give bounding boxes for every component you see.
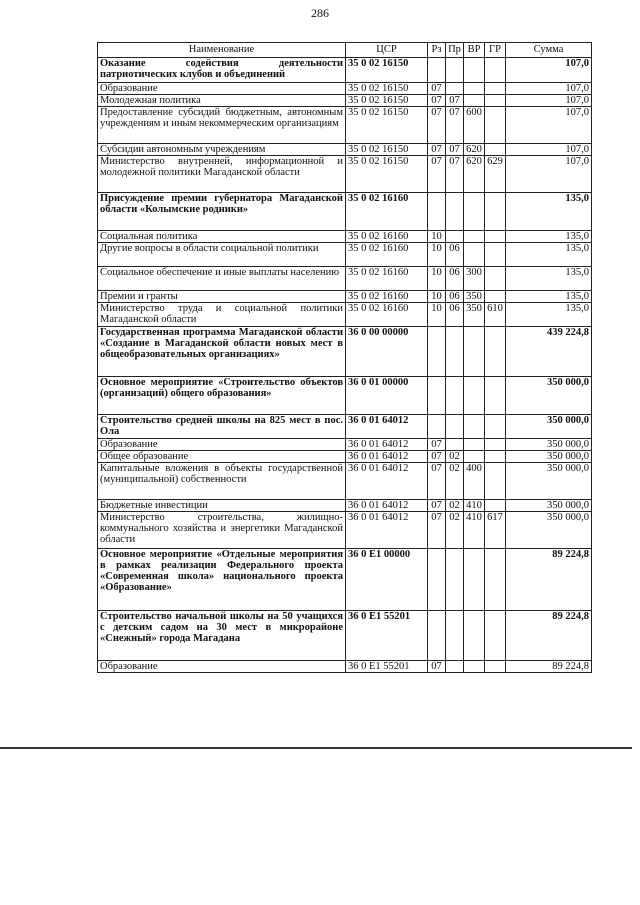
cell-name: Министерство труда и социальной политики Магаданской области xyxy=(98,303,346,327)
cell-name: Социальная политика xyxy=(98,231,346,243)
cell-csr: 36 0 01 00000 xyxy=(346,377,428,415)
table-row xyxy=(98,661,592,673)
cell-sum: 135,0 xyxy=(506,193,592,231)
cell-vr xyxy=(464,231,485,243)
cell-sum: 89 224,8 xyxy=(506,611,592,661)
cell-name: Молодежная политика xyxy=(98,95,346,107)
cell-vr xyxy=(464,193,485,231)
cell-gr xyxy=(485,193,506,231)
cell-pr: 02 xyxy=(446,512,464,549)
cell-rz xyxy=(428,193,446,231)
cell-pr xyxy=(446,611,464,661)
cell-name: Другие вопросы в области социальной политики xyxy=(98,243,346,267)
col-header-rz: Рз xyxy=(428,43,446,58)
col-header-sum: Сумма xyxy=(506,43,592,58)
cell-rz xyxy=(428,377,446,415)
cell-gr xyxy=(485,83,506,95)
cell-pr xyxy=(446,549,464,611)
cell-pr: 07 xyxy=(446,156,464,193)
table-row xyxy=(98,267,592,291)
cell-name: Строительство средней школы на 825 мест в пос. Ола xyxy=(98,415,346,439)
cell-vr xyxy=(464,451,485,463)
cell-vr xyxy=(464,661,485,673)
cell-csr: 35 0 02 16150 xyxy=(346,83,428,95)
table-row xyxy=(98,415,592,439)
cell-gr xyxy=(485,415,506,439)
cell-pr xyxy=(446,231,464,243)
cell-vr: 620 xyxy=(464,156,485,193)
cell-csr: 36 0 01 64012 xyxy=(346,512,428,549)
cell-csr: 36 0 E1 55201 xyxy=(346,611,428,661)
cell-rz: 07 xyxy=(428,439,446,451)
cell-vr xyxy=(464,243,485,267)
cell-gr xyxy=(485,327,506,377)
cell-name: Строительство начальной школы на 50 учащихся с детским садом на 30 мест в микрорайоне «Снежный» города Магадана xyxy=(98,611,346,661)
cell-rz: 07 xyxy=(428,661,446,673)
page-number: 286 xyxy=(311,6,329,20)
cell-gr xyxy=(485,463,506,500)
cell-pr: 02 xyxy=(446,463,464,500)
cell-vr: 410 xyxy=(464,500,485,512)
cell-rz: 07 xyxy=(428,463,446,500)
cell-pr: 02 xyxy=(446,451,464,463)
cell-sum: 107,0 xyxy=(506,95,592,107)
cell-sum: 439 224,8 xyxy=(506,327,592,377)
cell-gr xyxy=(485,549,506,611)
cell-name: Государственная программа Магаданской области «Создание в Магаданской области новых мест в общеобразовательных организациях» xyxy=(98,327,346,377)
cell-csr: 36 0 E1 00000 xyxy=(346,549,428,611)
cell-csr: 35 0 02 16160 xyxy=(346,231,428,243)
cell-sum: 89 224,8 xyxy=(506,661,592,673)
cell-rz xyxy=(428,611,446,661)
cell-name: Основное мероприятие «Строительство объектов (организаций) общего образования» xyxy=(98,377,346,415)
cell-rz xyxy=(428,58,446,83)
cell-gr: 617 xyxy=(485,512,506,549)
cell-sum: 135,0 xyxy=(506,243,592,267)
col-header-gr: ГР xyxy=(485,43,506,58)
cell-name: Премии и гранты xyxy=(98,291,346,303)
cell-vr: 600 xyxy=(464,107,485,144)
cell-pr: 02 xyxy=(446,500,464,512)
cell-rz: 10 xyxy=(428,291,446,303)
cell-sum: 107,0 xyxy=(506,83,592,95)
cell-rz: 07 xyxy=(428,451,446,463)
cell-name: Бюджетные инвестиции xyxy=(98,500,346,512)
cell-csr: 35 0 02 16150 xyxy=(346,107,428,144)
cell-rz: 07 xyxy=(428,144,446,156)
cell-gr xyxy=(485,107,506,144)
bottom-rule xyxy=(0,747,632,749)
cell-csr: 35 0 02 16160 xyxy=(346,267,428,291)
cell-gr xyxy=(485,95,506,107)
cell-csr: 35 0 02 16160 xyxy=(346,243,428,267)
table-header-row xyxy=(98,43,592,58)
cell-vr xyxy=(464,95,485,107)
table-row xyxy=(98,243,592,267)
cell-sum: 107,0 xyxy=(506,107,592,144)
cell-sum: 107,0 xyxy=(506,156,592,193)
cell-vr xyxy=(464,415,485,439)
cell-name: Общее образование xyxy=(98,451,346,463)
cell-gr xyxy=(485,661,506,673)
cell-rz: 10 xyxy=(428,267,446,291)
table-row xyxy=(98,107,592,144)
cell-name: Образование xyxy=(98,83,346,95)
cell-pr: 07 xyxy=(446,144,464,156)
cell-rz: 10 xyxy=(428,243,446,267)
cell-pr: 07 xyxy=(446,107,464,144)
cell-gr xyxy=(485,451,506,463)
cell-sum: 135,0 xyxy=(506,267,592,291)
cell-rz: 10 xyxy=(428,303,446,327)
cell-rz xyxy=(428,327,446,377)
cell-rz: 10 xyxy=(428,231,446,243)
cell-vr: 410 xyxy=(464,512,485,549)
cell-vr: 400 xyxy=(464,463,485,500)
cell-rz: 07 xyxy=(428,83,446,95)
cell-sum: 89 224,8 xyxy=(506,549,592,611)
table-row xyxy=(98,95,592,107)
col-header-vr: ВР xyxy=(464,43,485,58)
cell-sum: 350 000,0 xyxy=(506,451,592,463)
cell-gr xyxy=(485,58,506,83)
cell-sum: 350 000,0 xyxy=(506,512,592,549)
cell-csr: 36 0 01 64012 xyxy=(346,463,428,500)
cell-rz: 07 xyxy=(428,512,446,549)
cell-vr xyxy=(464,83,485,95)
cell-csr: 35 0 02 16150 xyxy=(346,144,428,156)
cell-vr: 620 xyxy=(464,144,485,156)
cell-rz: 07 xyxy=(428,500,446,512)
table-row xyxy=(98,58,592,83)
table-row xyxy=(98,156,592,193)
cell-name: Оказание содействия деятельности патриотических клубов и объединений xyxy=(98,58,346,83)
cell-sum: 135,0 xyxy=(506,303,592,327)
table-row xyxy=(98,193,592,231)
cell-name: Субсидии автономным учреждениям xyxy=(98,144,346,156)
cell-name: Присуждение премии губернатора Магаданской области «Колымские родники» xyxy=(98,193,346,231)
table-row xyxy=(98,549,592,611)
cell-gr xyxy=(485,144,506,156)
cell-csr: 36 0 01 64012 xyxy=(346,500,428,512)
cell-sum: 350 000,0 xyxy=(506,377,592,415)
cell-csr: 35 0 02 16150 xyxy=(346,95,428,107)
cell-vr xyxy=(464,549,485,611)
cell-gr xyxy=(485,611,506,661)
cell-name: Образование xyxy=(98,661,346,673)
cell-vr: 350 xyxy=(464,303,485,327)
cell-gr xyxy=(485,439,506,451)
cell-name: Социальное обеспечение и иные выплаты населению xyxy=(98,267,346,291)
cell-pr xyxy=(446,377,464,415)
cell-pr: 07 xyxy=(446,95,464,107)
table-row xyxy=(98,327,592,377)
cell-csr: 35 0 02 16160 xyxy=(346,303,428,327)
table-row xyxy=(98,439,592,451)
cell-pr xyxy=(446,193,464,231)
table-row xyxy=(98,303,592,327)
cell-pr xyxy=(446,58,464,83)
cell-vr xyxy=(464,58,485,83)
cell-name: Министерство строительства, жилищно-коммунального хозяйства и энергетики Магаданской области xyxy=(98,512,346,549)
table-row xyxy=(98,291,592,303)
table-row xyxy=(98,144,592,156)
cell-pr xyxy=(446,439,464,451)
cell-vr: 300 xyxy=(464,267,485,291)
cell-gr xyxy=(485,231,506,243)
cell-csr: 36 0 01 64012 xyxy=(346,451,428,463)
col-header-pr: Пр xyxy=(446,43,464,58)
table-row xyxy=(98,611,592,661)
cell-rz xyxy=(428,415,446,439)
cell-gr xyxy=(485,243,506,267)
cell-gr xyxy=(485,291,506,303)
table-row xyxy=(98,83,592,95)
cell-gr xyxy=(485,267,506,291)
cell-pr xyxy=(446,83,464,95)
col-header-csr: ЦСР xyxy=(346,43,428,58)
cell-gr xyxy=(485,500,506,512)
cell-rz xyxy=(428,549,446,611)
cell-name: Капитальные вложения в объекты государственной (муниципальной) собственности xyxy=(98,463,346,500)
table-body xyxy=(98,58,592,673)
budget-table xyxy=(97,42,592,673)
cell-vr xyxy=(464,377,485,415)
cell-sum: 350 000,0 xyxy=(506,415,592,439)
cell-pr xyxy=(446,661,464,673)
cell-name: Основное мероприятие «Отдельные мероприятия в рамках реализации Федерального проекта «Современная школа» национального проекта «Образование» xyxy=(98,549,346,611)
cell-csr: 36 0 E1 55201 xyxy=(346,661,428,673)
cell-pr: 06 xyxy=(446,291,464,303)
cell-gr: 629 xyxy=(485,156,506,193)
cell-gr: 610 xyxy=(485,303,506,327)
cell-sum: 350 000,0 xyxy=(506,439,592,451)
table-row xyxy=(98,500,592,512)
cell-gr xyxy=(485,377,506,415)
table-row xyxy=(98,463,592,500)
cell-csr: 36 0 01 64012 xyxy=(346,439,428,451)
cell-csr: 35 0 02 16160 xyxy=(346,193,428,231)
cell-rz: 07 xyxy=(428,95,446,107)
cell-sum: 107,0 xyxy=(506,144,592,156)
table-row xyxy=(98,512,592,549)
cell-pr: 06 xyxy=(446,243,464,267)
cell-csr: 35 0 02 16150 xyxy=(346,156,428,193)
cell-name: Предоставление субсидий бюджетным, автономным учреждениям и иным некоммерческим организациям xyxy=(98,107,346,144)
col-header-name: Наименование xyxy=(98,43,346,58)
table-row xyxy=(98,377,592,415)
cell-csr: 35 0 02 16150 xyxy=(346,58,428,83)
cell-name: Образование xyxy=(98,439,346,451)
cell-pr xyxy=(446,327,464,377)
cell-name: Министерство внутренней, информационной и молодежной политики Магаданской области xyxy=(98,156,346,193)
cell-rz: 07 xyxy=(428,107,446,144)
cell-vr xyxy=(464,611,485,661)
cell-csr: 36 0 00 00000 xyxy=(346,327,428,377)
cell-sum: 135,0 xyxy=(506,231,592,243)
cell-sum: 107,0 xyxy=(506,58,592,83)
cell-pr xyxy=(446,415,464,439)
cell-sum: 350 000,0 xyxy=(506,463,592,500)
cell-sum: 350 000,0 xyxy=(506,500,592,512)
table-row xyxy=(98,231,592,243)
cell-sum: 135,0 xyxy=(506,291,592,303)
cell-vr: 350 xyxy=(464,291,485,303)
cell-vr xyxy=(464,439,485,451)
table-row xyxy=(98,451,592,463)
cell-csr: 36 0 01 64012 xyxy=(346,415,428,439)
cell-pr: 06 xyxy=(446,267,464,291)
cell-pr: 06 xyxy=(446,303,464,327)
cell-vr xyxy=(464,327,485,377)
cell-csr: 35 0 02 16160 xyxy=(346,291,428,303)
cell-rz: 07 xyxy=(428,156,446,193)
